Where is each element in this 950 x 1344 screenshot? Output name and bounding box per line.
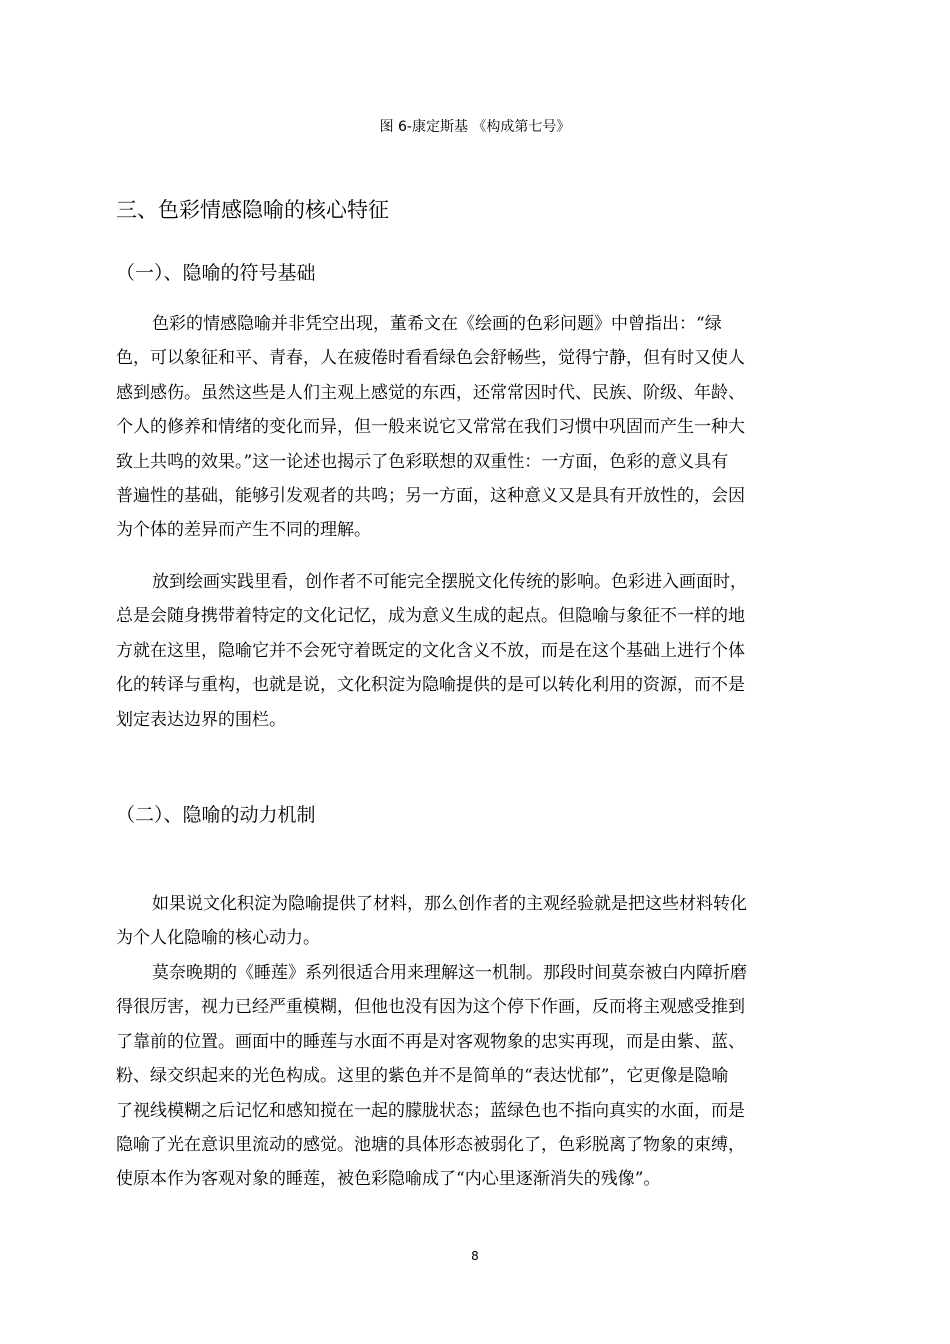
text-line: 了靠前的位置。画面中的睡莲与水面不再是对客观物象的忠实再现，而是由紫、蓝、 xyxy=(116,1031,745,1052)
paragraph-dynamic-mechanism-2 xyxy=(116,956,838,1197)
text-line: 色彩的情感隐喻并非凭空出现，董希文在《绘画的色彩问题》中曾指出：“绿 xyxy=(152,314,722,334)
text-line: 色，可以象征和平、青春，人在疲倦时看看绿色会舒畅些，觉得宁静，但有时又使人 xyxy=(116,348,745,369)
text-line: 总是会随身携带着特定的文化记忆，成为意义生成的起点。但隐喻与象征不一样的地 xyxy=(116,606,745,627)
text-line: 了视线模糊之后记忆和感知搅在一起的朦胧状态；蓝绿色也不指向真实的水面，而是 xyxy=(116,1100,745,1121)
paragraph-symbol-basis-2 xyxy=(116,565,838,737)
text-line: 个人的修养和情绪的变化而异，但一般来说它又常常在我们习惯中巩固而产生一种大 xyxy=(116,417,745,438)
page-number: 8 xyxy=(471,1249,479,1263)
text-line: 致上共鸣的效果。”这一论述也揭示了色彩联想的双重性：一方面，色彩的意义具有 xyxy=(116,451,729,472)
text-line: 得很厉害，视力已经严重模糊，但他也没有因为这个停下作画，反而将主观感受推到 xyxy=(116,997,745,1018)
text-line: 粉、绿交织起来的光色构成。这里的紫色并不是简单的“表达忧郁”，它更像是隐喻 xyxy=(116,1066,729,1087)
text-line: 放到绘画实践里看，创作者不可能完全摆脱文化传统的影响。色彩进入画面时， xyxy=(152,572,747,592)
text-line: 如果说文化积淀为隐喻提供了材料，那么创作者的主观经验就是把这些材料转化 xyxy=(152,894,747,914)
text-line: 为个人化隐喻的核心动力。 xyxy=(116,928,320,949)
subsection-heading-1: （一）、隐喻的符号基础 xyxy=(116,262,316,284)
text-line: 方就在这里，隐喻它并不会死守着既定的文化含义不放，而是在这个基础上进行个体 xyxy=(116,640,745,661)
text-line: 感到感伤。虽然这些是人们主观上感觉的东西，还常常因时代、民族、阶级、年龄、 xyxy=(116,382,745,403)
section-heading: 三、色彩情感隐喻的核心特征 xyxy=(116,198,389,222)
text-line: 为个体的差异而产生不同的理解。 xyxy=(116,520,371,541)
figure-caption: 图 6-康定斯基 《构成第七号》 xyxy=(379,119,571,135)
text-line: 使原本作为客观对象的睡莲，被色彩隐喻成了“内心里逐渐消失的残像”。 xyxy=(116,1169,661,1190)
text-line: 隐喻了光在意识里流动的感觉。池塘的具体形态被弱化了，色彩脱离了物象的束缚， xyxy=(116,1134,745,1155)
text-line: 普遍性的基础，能够引发观者的共鸣；另一方面，这种意义又是具有开放性的，会因 xyxy=(116,485,745,506)
text-line: 莫奈晚期的《睡莲》系列很适合用来理解这一机制。那段时间莫奈被白内障折磨 xyxy=(152,963,747,983)
subsection-heading-2: （二）、隐喻的动力机制 xyxy=(116,804,316,826)
paragraph-symbol-basis-1 xyxy=(116,307,838,548)
text-line: 化的转译与重构，也就是说，文化积淀为隐喻提供的是可以转化利用的资源，而不是 xyxy=(116,675,745,696)
paragraph-dynamic-mechanism-1 xyxy=(116,887,838,956)
text-line: 划定表达边界的围栏。 xyxy=(116,709,286,730)
